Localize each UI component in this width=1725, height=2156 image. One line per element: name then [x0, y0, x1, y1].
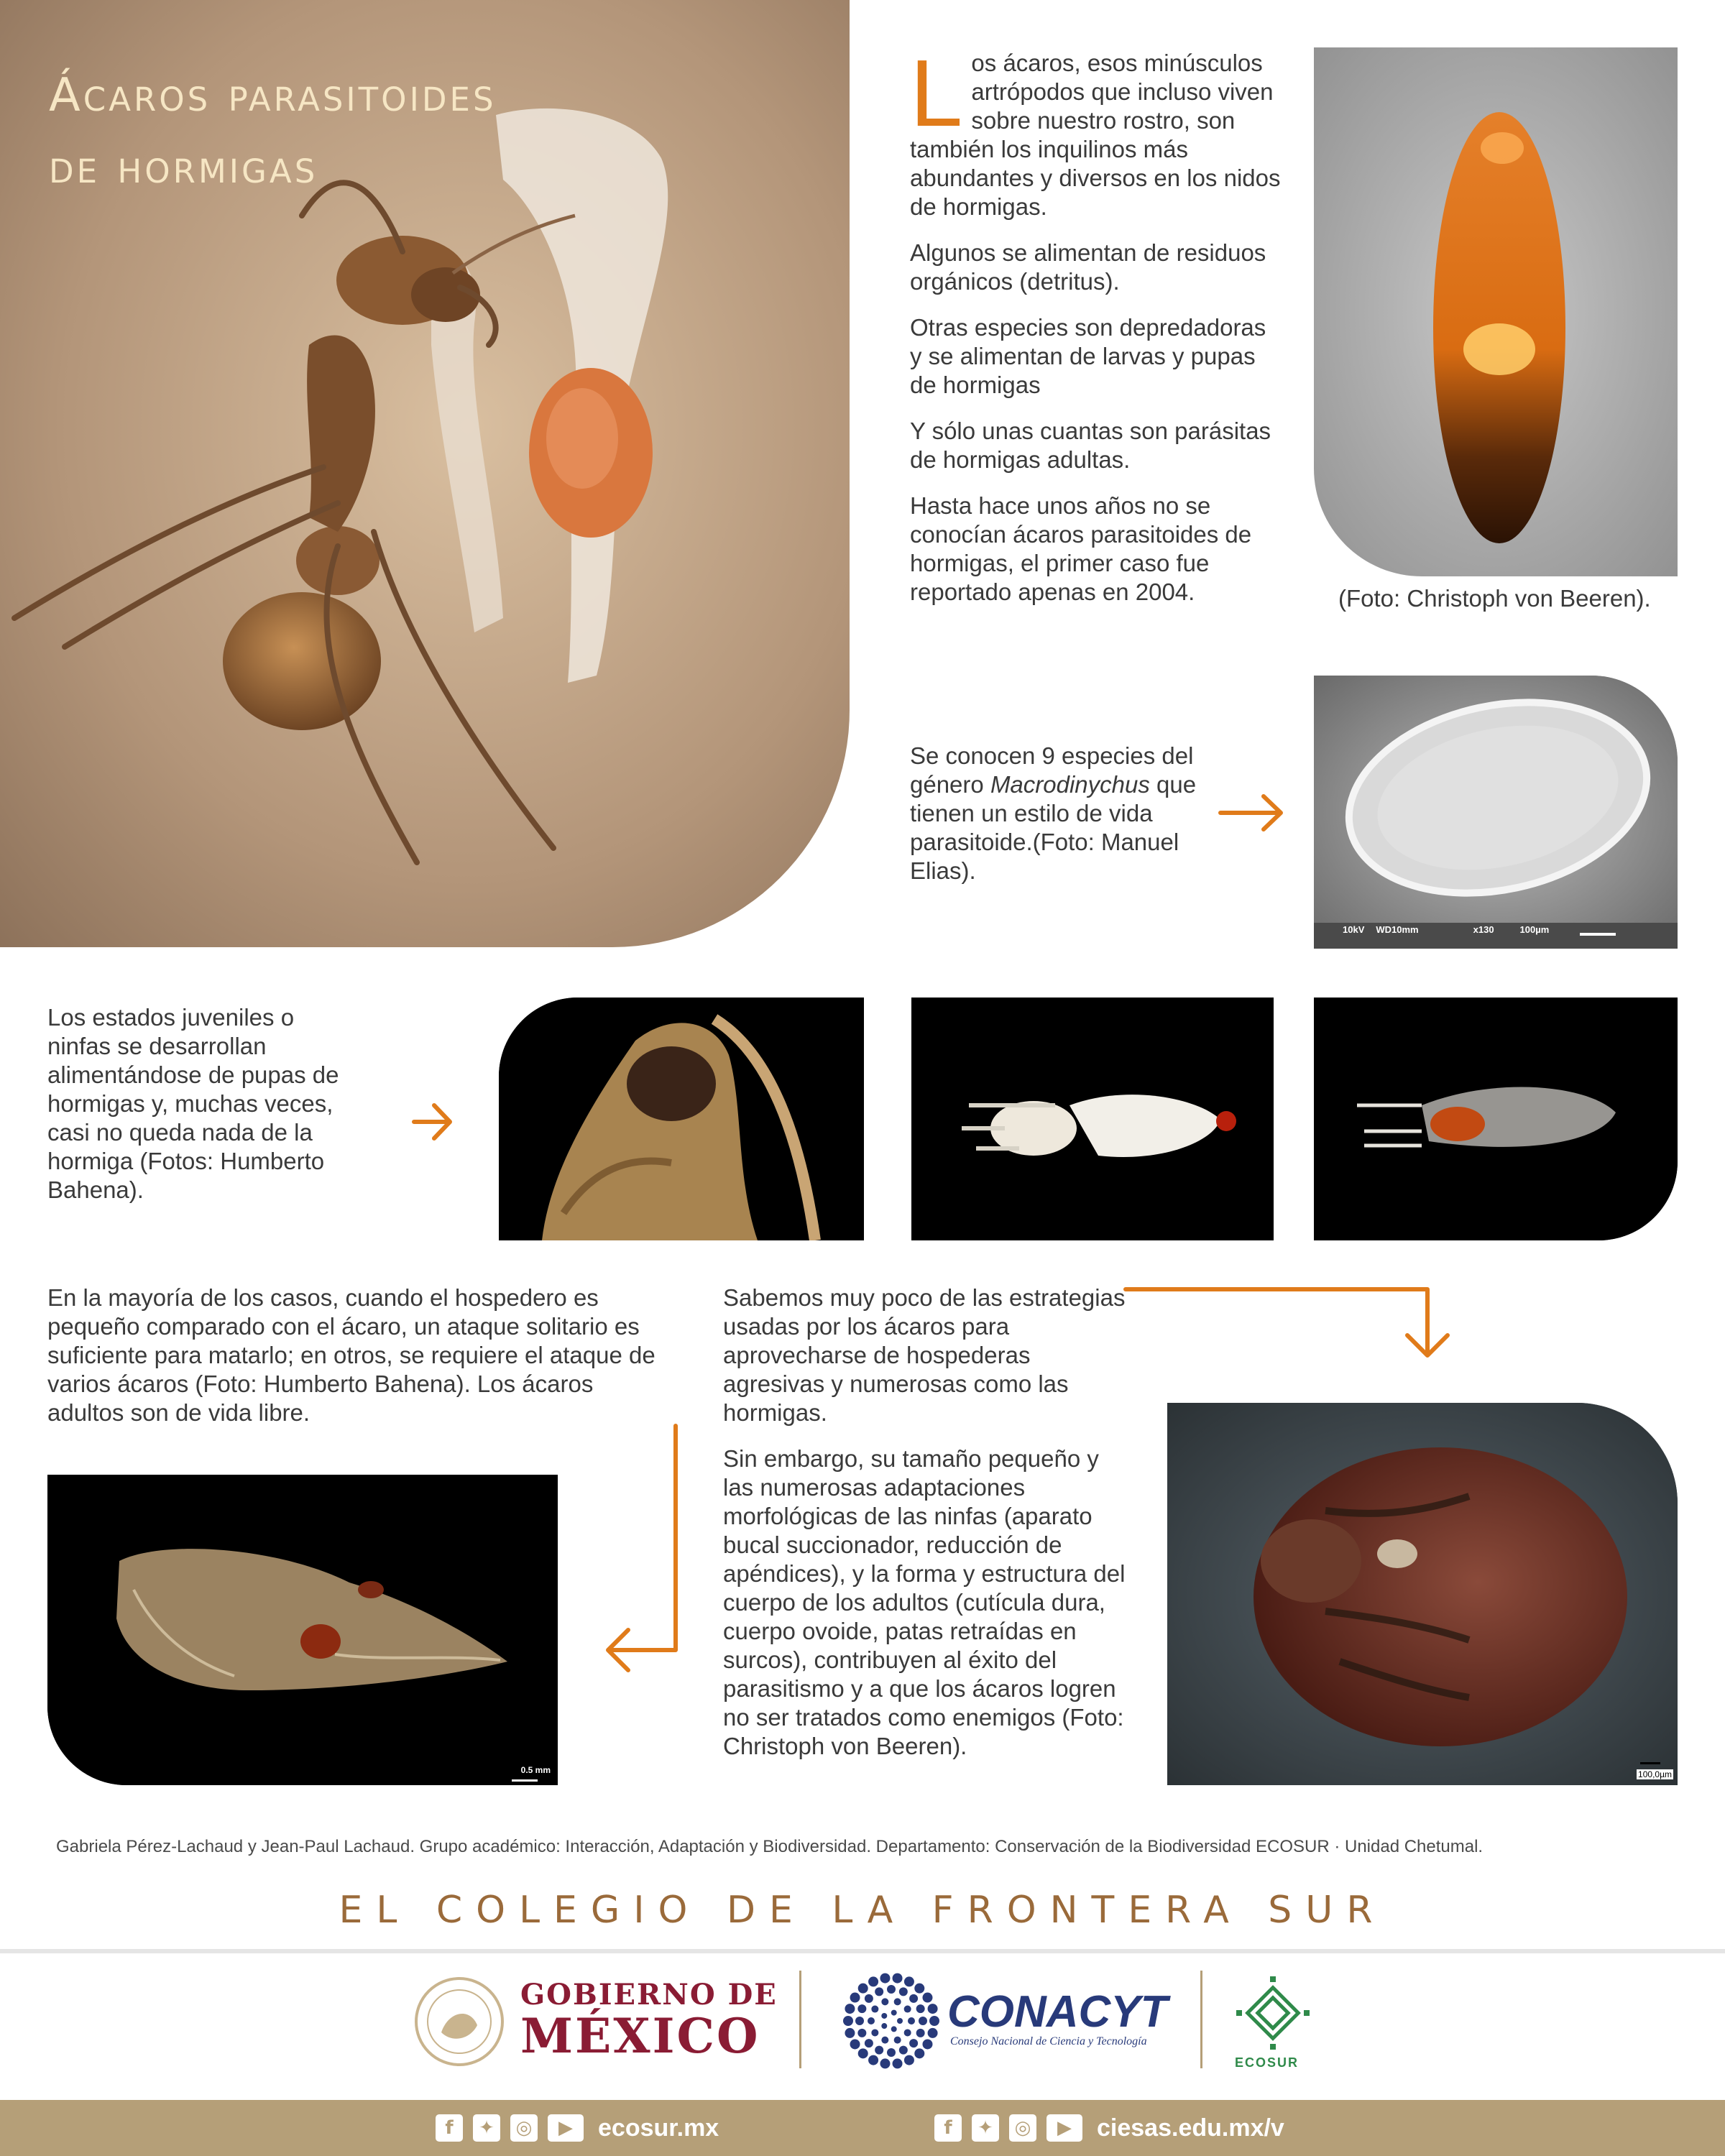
logo-divider [799, 1971, 801, 2068]
drop-cap: L [910, 40, 963, 146]
facebook-icon[interactable]: f [934, 2114, 962, 2142]
photo-sem-mite [1314, 676, 1678, 949]
intro-text [910, 40, 1284, 624]
intro-paragraph-4: Y sólo unas cuantas son parásitas de hormigas adultas. [910, 418, 1271, 473]
arrow-right-icon [1218, 793, 1287, 832]
twitter-icon[interactable]: ✦ [972, 2114, 999, 2142]
ecosur-logo [1233, 1973, 1312, 2053]
youtube-icon[interactable]: ▶ [548, 2114, 584, 2142]
youtube-icon[interactable]: ▶ [1046, 2114, 1082, 2142]
sem-info-bar: 10kV WD10mm x130 100µm [1343, 924, 1550, 935]
intro-paragraph-2: Algunos se alimentan de residuos orgánicos (detritus). [910, 239, 1266, 295]
ecosur-logo-text: ECOSUR [1235, 2055, 1300, 2070]
twitter-icon[interactable]: ✦ [473, 2114, 500, 2142]
gobierno-logo-line-2: MÉXICO [520, 2008, 760, 2064]
photo-credit-pupa: (Foto: Christoph von Beeren). [1338, 585, 1651, 612]
facebook-icon[interactable]: f [436, 2114, 463, 2142]
photo-pupa-with-nymph [911, 998, 1274, 1240]
instagram-icon[interactable]: ◎ [510, 2114, 538, 2142]
strategies-paragraph-2: Sin embargo, su tamaño pequeño y las numerosas adaptaciones morfológicas de las ninfas (aparato bucal succionador, reducción de apéndices), y la forma y estructura del cuerpo de los adultos (cutícula dura, cuerpo ovoide, patas retraídas en surcos), contribuyen al éxito del parasitismo y a que los ácaros logren no ser tratados como enemigos (Foto: Christoph von Beeren). [723, 1445, 1126, 1759]
photo-adult-mite [1167, 1403, 1678, 1785]
divider [0, 1949, 1725, 1953]
juveniles-text: Los estados juveniles o ninfas se desarrollan alimentándose de pupas de hormigas y, muchas veces, casi no queda nada de la hormiga (Fotos: Humberto Bahena). [47, 1004, 339, 1203]
page-title-line-1: Ácaros parasitoides [49, 69, 497, 122]
footer-bar [0, 2100, 1725, 2156]
gobierno-logo-line-1: GOBIERNO DE [520, 1978, 778, 2012]
website-link-ciesas[interactable]: ciesas.edu.mx/v [1097, 2114, 1284, 2142]
conacyt-dots-logo [842, 1972, 940, 2070]
arrow-right-down-icon [1121, 1284, 1452, 1363]
conacyt-logo-text: CONACYT [947, 1987, 1168, 2037]
attack-text: En la mayoría de los casos, cuando el hospedero es pequeño comparado con el ácaro, un ataque solitario es suficiente para matarlo; en otros, se requiere el ataque de varios ácaros (Foto: Humberto Bahena). Los ácaros adultos son de vida libre. [47, 1284, 656, 1426]
instagram-icon[interactable]: ◎ [1009, 2114, 1036, 2142]
scale-bar-label: 0.5 mm [520, 1765, 551, 1775]
strategies-text [723, 1284, 1133, 1778]
photo-ant-remains-with-mite [47, 1475, 558, 1785]
arrow-down-left-icon [597, 1420, 683, 1679]
photo-ant-pupa-with-mite [1314, 47, 1678, 576]
arrow-right-icon [410, 1101, 454, 1143]
page-title-line-2: de hormigas [49, 141, 318, 194]
scale-bar-label: 100,0µm [1638, 1769, 1672, 1779]
social-links-right [934, 2100, 1284, 2156]
intro-paragraph-1: Los ácaros, esos minúsculos artrópodos que incluso viven sobre nuestro rostro, son también los inquilinos más abundantes y diversos en los nidos de hormigas. [910, 40, 1281, 220]
authors-credit: Gabriela Pérez-Lachaud y Jean-Paul Lachaud. Grupo académico: Interacción, Adaptación y Biodiversidad. Departamento: Conservación de la Biodiversidad ECOSUR · Unidad Chetumal. [56, 1837, 1484, 1856]
photo-hollow-pupa-with-mite [1314, 998, 1678, 1240]
mexico-seal-logo [413, 1975, 506, 2068]
intro-paragraph-3: Otras especies son depredadoras y se alimentan de larvas y pupas de hormigas [910, 314, 1266, 398]
logo-divider [1200, 1971, 1202, 2068]
college-name: EL COLEGIO DE LA FRONTERA SUR [339, 1889, 1386, 1932]
social-links-left [436, 2100, 719, 2156]
website-link-ecosur[interactable]: ecosur.mx [598, 2114, 719, 2142]
photo-ant-pupa-head [499, 998, 864, 1240]
strategies-paragraph-1: Sabemos muy poco de las estrategias usadas por los ácaros para aprovecharse de hospederas agresivas y numerosas como las hormigas. [723, 1284, 1126, 1426]
species-text: Se conocen 9 especies del género Macrodinychus que tienen un estilo de vida parasitoide.(Foto: Manuel Elias). [910, 742, 1197, 884]
intro-paragraph-5: Hasta hace unos años no se conocían ácaros parasitoides de hormigas, el primer caso fue reportado apenas en 2004. [910, 492, 1252, 605]
conacyt-logo-subtitle: Consejo Nacional de Ciencia y Tecnología [950, 2035, 1147, 2047]
